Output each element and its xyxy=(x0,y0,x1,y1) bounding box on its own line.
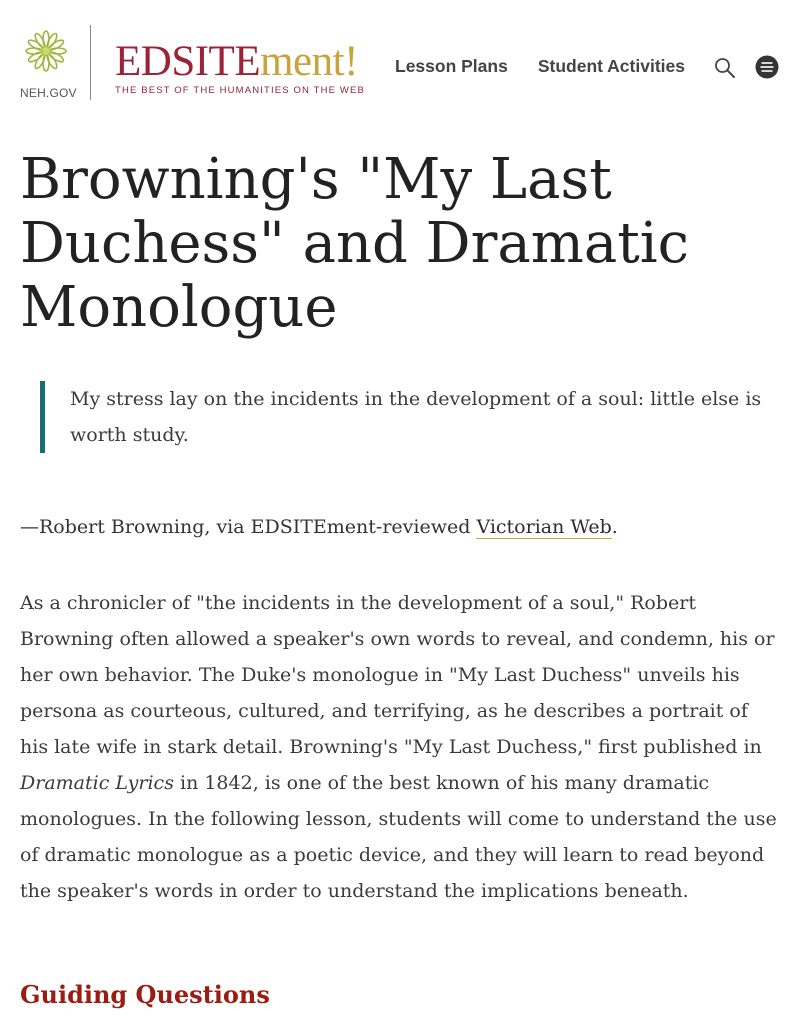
nav-student-activities[interactable]: Student Activities xyxy=(537,56,685,76)
edsitement-logo[interactable] xyxy=(115,38,365,96)
nav-lesson-plans[interactable]: Lesson Plans xyxy=(395,56,508,76)
intro-italic-title: Dramatic Lyrics xyxy=(20,772,174,794)
intro-paragraph xyxy=(20,585,780,909)
attribution-prefix: —Robert Browning, via EDSITEment-reviewed xyxy=(20,516,477,538)
site-header xyxy=(0,0,800,118)
search-icon[interactable] xyxy=(714,57,736,79)
intro-text-1: As a chronicler of "the incidents in the development of a soul," Robert Browning often allowed a speaker's own words to reveal, and condemn, his or her own behavior. The Duke's monologue in "My Last Duchess" unveils his persona as courteous, cultured, and terrifying, as he describes a portrait of his late wife in stark detail. Browning's "My Last Duchess," first published in xyxy=(20,592,775,758)
attribution-suffix: . xyxy=(611,516,618,538)
guiding-questions-heading: Guiding Questions xyxy=(20,980,270,1009)
brand-wordmark xyxy=(115,38,365,86)
brand-part-2: ment! xyxy=(260,38,358,85)
neh-logo[interactable] xyxy=(20,30,76,72)
brand-tagline: THE BEST OF THE HUMANITIES ON THE WEB xyxy=(115,85,365,96)
brand-part-1: EDSITE xyxy=(115,38,261,85)
neh-flower-icon xyxy=(25,30,67,72)
menu-icon[interactable] xyxy=(755,55,779,79)
pull-quote: My stress lay on the incidents in the development of a soul: little else is worth study. xyxy=(40,381,800,453)
victorian-web-link[interactable]: Victorian Web xyxy=(476,516,612,538)
quote-attribution xyxy=(20,509,780,545)
page-title: Browning's "My Last Duchess" and Dramatic Monologue xyxy=(20,147,689,340)
main-nav xyxy=(395,56,715,77)
neh-label[interactable]: NEH.GOV xyxy=(20,86,77,100)
intro-text-2: in 1842, is one of the best known of his many dramatic monologues. In the following lesson, students will come to understand the use of dramatic monologue as a poetic device, and they will learn to read beyond the speaker's words in order to understand the implications beneath. xyxy=(20,772,777,902)
header-divider xyxy=(90,25,91,100)
